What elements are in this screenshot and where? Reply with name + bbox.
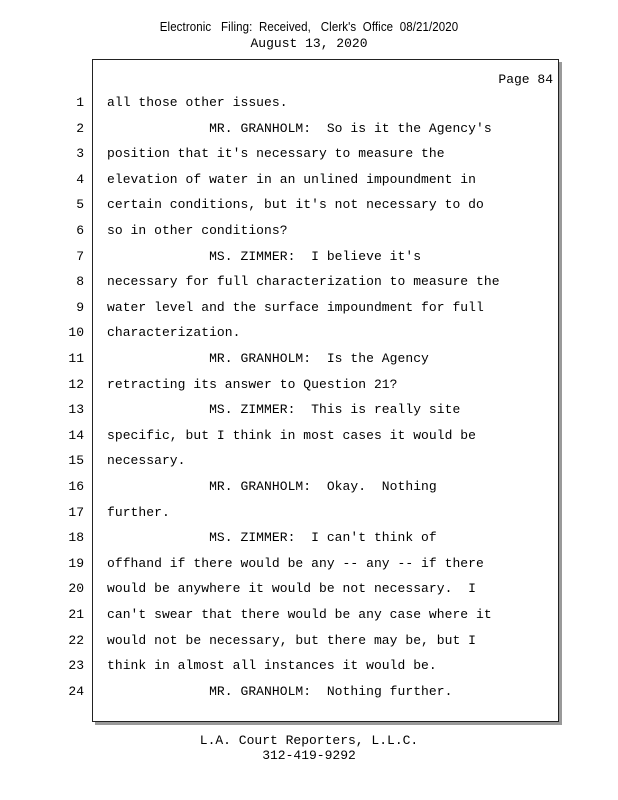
transcript-line: MR. GRANHOLM: Okay. Nothing: [107, 479, 437, 494]
transcript-line: offhand if there would be any -- any -- if there: [107, 555, 484, 571]
transcript-line: think in almost all instances it would be.: [107, 658, 437, 674]
transcript-line: specific, but I think in most cases it would be: [107, 427, 477, 443]
transcript-line: certain conditions, but it's not necessary to do: [107, 197, 484, 213]
line-number: 17: [68, 504, 84, 520]
transcript-line: MS. ZIMMER: I believe it's: [107, 248, 422, 264]
line-number: 23: [68, 658, 84, 674]
line-number: 20: [68, 581, 84, 597]
transcript-line: water level and the surface impoundment for full: [107, 299, 484, 315]
transcript-line: MR. GRANHOLM: Nothing further.: [107, 683, 453, 699]
transcript-line: MS. ZIMMER: This is really site: [107, 402, 461, 418]
transcript-line: necessary.: [107, 453, 186, 469]
transcript-date: August 13, 2020: [250, 36, 368, 51]
line-number: 4: [76, 171, 84, 187]
filing-stamp: Electronic Filing: Received, Clerk's Office 08/21/2020: [159, 20, 459, 34]
transcript-line: all those other issues.: [107, 95, 288, 110]
line-number: 9: [76, 299, 84, 315]
transcript-line: can't swear that there would be any case where it: [107, 607, 492, 622]
line-number: 21: [68, 607, 84, 622]
line-number: 16: [68, 479, 84, 494]
line-number: 18: [68, 530, 84, 546]
line-number: 12: [68, 376, 84, 392]
transcript-line: MS. ZIMMER: I can't think of: [107, 530, 437, 546]
line-number: 13: [68, 402, 84, 418]
line-number: 8: [76, 274, 84, 290]
line-number: 7: [76, 248, 84, 264]
line-number: 19: [68, 555, 84, 571]
transcript-line: would be anywhere it would be not necessary. I: [107, 581, 477, 597]
transcript-line: necessary for full characterization to measure the: [107, 274, 500, 290]
line-number: 6: [76, 223, 84, 238]
transcript-line: elevation of water in an unlined impoundment in: [107, 171, 477, 187]
transcript-line: MR. GRANHOLM: Is the Agency: [107, 351, 429, 366]
line-number: 10: [68, 325, 84, 341]
line-number: 5: [76, 197, 84, 213]
transcript-line: retracting its answer to Question 21?: [107, 376, 398, 392]
line-number: 1: [76, 95, 84, 110]
line-number: 24: [68, 683, 84, 699]
transcript-line: further.: [107, 504, 170, 520]
transcript-line: characterization.: [107, 325, 241, 341]
page-number: Page 84: [498, 72, 553, 87]
line-number: 14: [68, 427, 84, 443]
line-number: 3: [76, 146, 84, 162]
line-number: 11: [68, 351, 84, 366]
transcript-line: position that it's necessary to measure the: [107, 146, 445, 162]
line-number: 15: [68, 453, 84, 469]
transcript-line: so in other conditions?: [107, 223, 288, 238]
transcript-line: MR. GRANHOLM: So is it the Agency's: [107, 120, 492, 136]
reporter-phone: 312-419-9292: [262, 748, 356, 763]
reporter-company: L.A. Court Reporters, L.L.C.: [199, 733, 419, 748]
line-number: 2: [76, 120, 84, 136]
line-number: 22: [68, 632, 84, 648]
transcript-line: would not be necessary, but there may be, but I: [107, 632, 477, 648]
